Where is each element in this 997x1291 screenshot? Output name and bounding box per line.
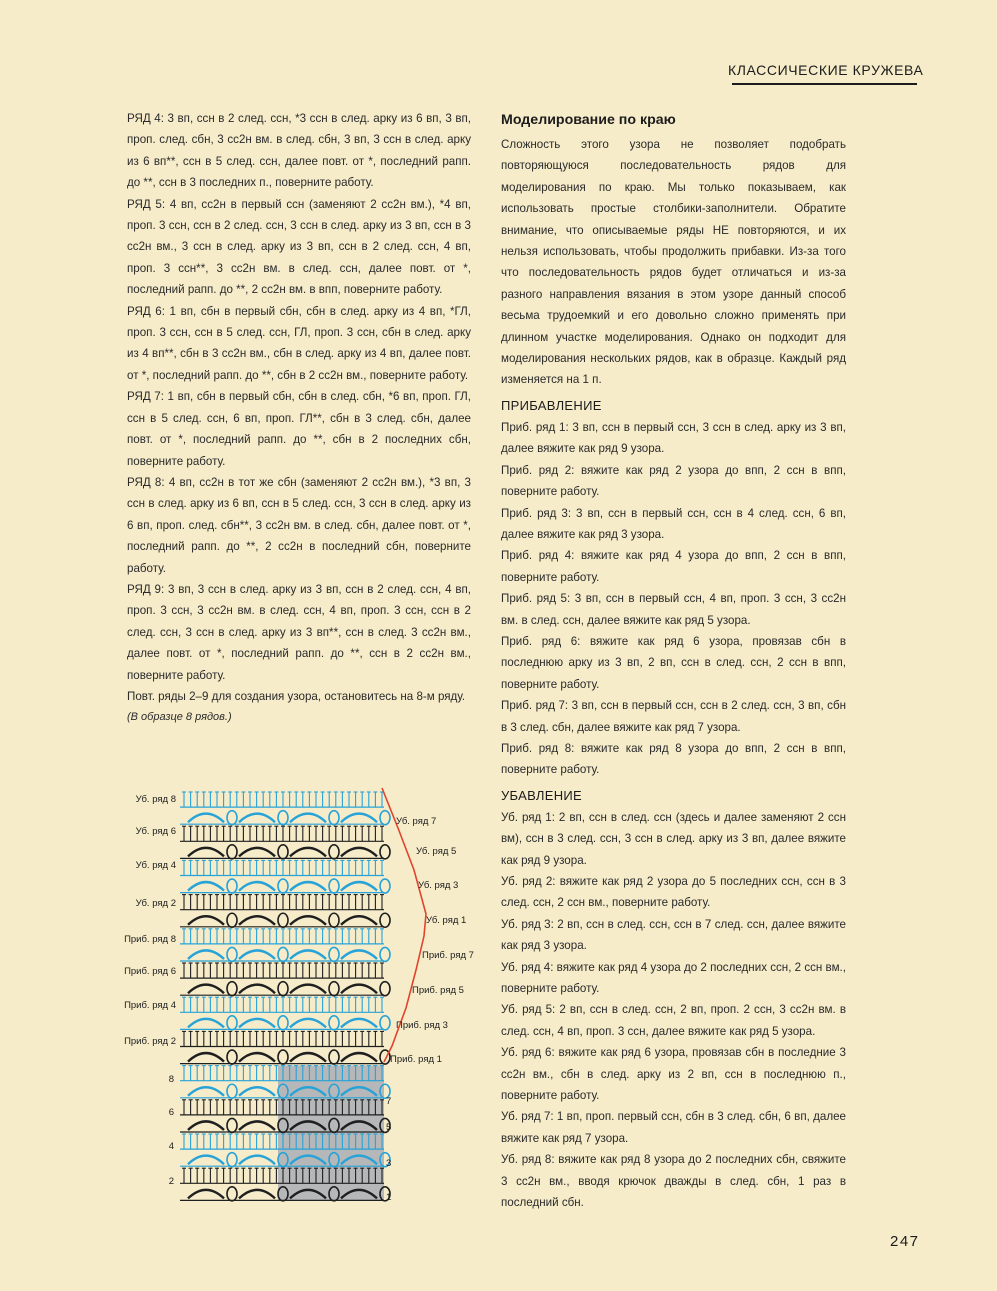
chain-arch [188,1019,224,1028]
puff-stitch [380,947,390,961]
chain-arch [290,814,326,823]
chain-arch [239,1156,275,1165]
chain-arch [239,1087,275,1096]
puff-stitch [278,811,288,825]
left-row-label: 8 [168,1074,174,1085]
chain-arch [341,950,377,959]
puff-stitch [227,1187,237,1201]
chain-arch [290,916,326,925]
chart-row [180,860,384,875]
chain-arch [188,1121,224,1130]
chart-row [180,1031,384,1046]
left-row-label: Приб. ряд 4 [124,1000,176,1011]
puff-stitch [227,1118,237,1132]
chart-row [180,826,384,841]
chart-row [180,929,384,944]
left-row-label: Приб. ряд 8 [124,934,176,945]
running-head-rule [732,83,917,85]
chain-arch [239,1190,275,1199]
chain-arch [188,1190,224,1199]
increase-row-1: Приб. ряд 1: 3 вп, ссн в первый ссн, 3 ссн в след. арку из 3 вп, далее вяжите как ряд 9 узора. [501,420,846,456]
puff-stitch [278,913,288,927]
decrease-row-3: Уб. ряд 3: 2 вп, ссн в след. ссн, ссн в 7 след. ссн, далее вяжите как ряд 3 узора. [501,917,846,953]
row-5-instructions: РЯД 5: 4 вп, сс2н в первый ссн (заменяют 2 сс2н вм.), *4 вп, проп. 3 ссн, ссн в 2 след. ссн, 3 ссн в след. арку из 3 вп, ссн в 3 сс2н вм., 3 ссн в след. арку из 3 вп, ссн в 2 след. ссн, 4 вп, проп. 3 ссн**, 3 сс2н вм. в след. ссн, далее повт. от *, последний рапп. до **, 2 сс2н вм. в впп, поверните работу. [127,197,471,297]
puff-stitch [227,845,237,859]
left-row-label: Уб. ряд 8 [135,794,176,805]
puff-stitch [380,879,390,893]
chain-arch [188,848,224,857]
puff-stitch [380,913,390,927]
repeat-instructions: Повт. ряды 2–9 для создания узора, остановитесь на 8-м ряду. [127,689,466,703]
puff-stitch [278,982,288,996]
left-row-label: Уб. ряд 4 [135,860,176,871]
chart-row [180,963,384,978]
chain-arch [188,1156,224,1165]
increase-row-8: Приб. ряд 8: вяжите как ряд 8 узора до впп, 2 ссн в впп, поверните работу. [501,741,846,777]
increase-row-7: Приб. ряд 7: 3 вп, ссн в первый ссн, ссн в 2 след. ссн, 3 вп, сбн в 3 след. сбн, далее вяжите как ряд 7 узора. [501,699,846,734]
puff-stitch [278,947,288,961]
chain-arch [341,814,377,823]
decrease-row-2: Уб. ряд 2: вяжите как ряд 2 узора до 5 последних ссн, ссн в 3 след. ссн, 2 ссн вм., поверните работу. [501,875,846,910]
left-column [127,108,471,729]
chart-row [180,913,390,927]
right-row-label: Уб. ряд 7 [396,816,437,827]
puff-stitch [329,982,339,996]
chain-arch [341,848,377,857]
chart-row [180,982,390,996]
chain-arch [188,950,224,959]
section-title: Моделирование по краю [501,112,676,128]
right-row-label: Уб. ряд 1 [426,915,467,926]
crochet-chart-diagram [106,778,486,1218]
chart-row [180,845,390,859]
decrease-row-8: Уб. ряд 8: вяжите как ряд 8 узора до 2 последних сбн, свяжите 3 сс2н вм., вводя крючок дважды в след. сбн, 1 раз в последний сбн. [501,1153,846,1210]
decrease-row-4: Уб. ряд 4: вяжите как ряд 4 узора до 2 последних ссн, 2 ссн вм., поверните работу. [501,960,846,996]
right-row-label: Уб. ряд 5 [416,846,457,857]
puff-stitch [278,845,288,859]
row-8-instructions: РЯД 8: 4 вп, сс2н в тот же сбн (заменяют 2 сс2н вм.), *3 вп, 3 ссн в след. арку из 6 вп, ссн в 5 след. ссн, 3 ссн в след. арку из 6 вп, проп. след. сбн**, 3 сс2н вм. в след. сбн, далее повт. от *, последний рапп. до **, 2 сс2н в последний сбн, поверните работу. [127,475,471,575]
right-row-label: Приб. ряд 1 [390,1054,442,1065]
right-row-label: Приб. ряд 3 [396,1020,448,1031]
row-6-instructions: РЯД 6: 1 вп, сбн в первый сбн, сбн в след. арку из 4 вп, *ГЛ, проп. 3 ссн, ссн в 5 след. ссн, ГЛ, проп. 3 ссн, сбн в след. арку из 4 вп**, сбн в 3 сс2н вм., сбн в след. арку из 4 вп, далее повт. от *, последний рапп. до **, сбн в 2 сс2н вм., поверните работу. [127,304,471,382]
chain-arch [290,848,326,857]
chain-arch [341,985,377,994]
right-row-label: 5 [386,1122,392,1133]
increase-row-4: Приб. ряд 4: вяжите как ряд 4 узора до впп, 2 ссн в впп, поверните работу. [501,549,846,584]
puff-stitch [227,1084,237,1098]
chart-row [180,1016,390,1030]
right-row-label: 1 [386,1192,392,1203]
puff-stitch [380,1016,390,1030]
left-row-label: Уб. ряд 6 [135,826,176,837]
chart-row [180,879,390,893]
chain-arch [341,1019,377,1028]
puff-stitch [380,982,390,996]
chain-arch [239,882,275,891]
right-row-label: 3 [386,1158,392,1169]
chain-arch [239,916,275,925]
puff-stitch [329,879,339,893]
puff-stitch [329,1050,339,1064]
chain-arch [341,1053,377,1062]
chain-arch [290,1019,326,1028]
chain-arch [290,882,326,891]
decrease-row-7: Уб. ряд 7: 1 вп, проп. первый ссн, сбн в 3 след. сбн, 6 вп, далее вяжите как ряд 7 узора. [501,1110,846,1145]
chain-arch [188,1087,224,1096]
intro-paragraph: Сложность этого узора не позволяет подобрать повторяющуюся последовательность рядов для моделирования по краю. Мы только показываем, как использовать простые столбики-заполнители. Обратите внимание, что описываемые ряды НЕ повторяются, и их нельзя использовать, чтобы продолжить прибавки. Из-за того что последовательность рядов будет отличаться и из-за разного направления вязания в этом узоре данный способ весьма трудоемкий и его довольно сложно применять при длинном участке моделирования. Однако он подходит для моделирования нескольких рядов, как в образце. Каждый ряд изменяется на 1 п. [501,138,846,387]
puff-stitch [380,811,390,825]
decrease-heading: УБАВЛЕНИЕ [501,787,583,803]
puff-stitch [227,879,237,893]
puff-stitch [329,845,339,859]
chain-arch [290,1053,326,1062]
puff-stitch [278,1050,288,1064]
row-9-instructions: РЯД 9: 3 вп, 3 ссн в след. арку из 3 вп, ссн в 2 след. ссн, 4 вп, проп. 3 ссн, 3 сс2н вм. в след. ссн, 4 вп, проп. 3 ссн, ссн в 2 след. ссн, 3 ссн в след. арку из 3 вп**, ссн в след. 3 сс2н вм., далее повт. от *, последний рапп. до **, ссн в 2 сс2н вм., поверните работу. [127,582,471,682]
chain-arch [188,916,224,925]
puff-stitch [329,947,339,961]
right-column [501,134,846,1214]
chart-row [180,895,384,910]
puff-stitch [227,811,237,825]
chain-arch [239,985,275,994]
row-7-instructions: РЯД 7: 1 вп, сбн в первый сбн, сбн в след. сбн, *6 вп, проп. ГЛ, ссн в 5 след. ссн, 6 вп, проп. ГЛ**, сбн в 3 след. сбн, далее повт. от *, последний рапп. до **, сбн в 2 последних сбн, поверните работу. [127,390,471,468]
chart-row [180,792,384,807]
chain-arch [239,814,275,823]
chain-arch [341,882,377,891]
puff-stitch [227,1153,237,1167]
left-row-label: Приб. ряд 6 [124,966,176,977]
sample-note: (В образце 8 рядов.) [127,711,232,724]
puff-stitch [380,845,390,859]
left-row-label: 6 [168,1107,174,1118]
left-row-label: 2 [168,1176,174,1187]
chart-row [180,947,390,961]
puff-stitch [329,1016,339,1030]
puff-stitch [278,1016,288,1030]
chain-arch [239,848,275,857]
chain-arch [239,1019,275,1028]
left-row-label: Приб. ряд 2 [124,1036,176,1047]
chain-arch [239,1053,275,1062]
chain-arch [239,950,275,959]
increase-row-6: Приб. ряд 6: вяжите как ряд 6 узора, провязав сбн в последнюю арку из 3 вп, 2 вп, ссн в след. ссн, 2 ссн в впп, поверните работу. [501,634,846,691]
right-row-label: Уб. ряд 3 [418,880,459,891]
decrease-row-5: Уб. ряд 5: 2 вп, ссн в след. ссн, 2 вп, проп. 2 ссн, 3 сс2н вм. в след. ссн, 4 вп, проп. 3 ссн, далее вяжите как ряд 5 узора. [501,1003,846,1038]
puff-stitch [227,947,237,961]
puff-stitch [278,879,288,893]
page-number: 247 [890,1233,920,1250]
chain-arch [188,985,224,994]
decrease-row-1: Уб. ряд 1: 2 вп, ссн в след. ссн (здесь и далее заменяют 2 ссн вм), ссн в 3 след. ссн, 3 ссн в след. арку из 3 вп, далее вяжите как ряд 9 узора. [501,810,846,867]
chain-arch [290,950,326,959]
chart-row [180,997,384,1012]
chart-row [180,1050,390,1064]
chain-arch [341,916,377,925]
puff-stitch [227,1050,237,1064]
chart-row [180,811,390,825]
chain-arch [290,985,326,994]
right-row-label: Приб. ряд 5 [412,985,464,996]
increase-row-2: Приб. ряд 2: вяжите как ряд 2 узора до впп, 2 ссн в впп, поверните работу. [501,463,846,499]
puff-stitch [329,811,339,825]
decrease-row-6: Уб. ряд 6: вяжите как ряд 6 узора, провязав сбн в последние 3 сс2н вм., сбн в след. арку из 2 вп, ссн в последнюю п., поверните работу. [501,1046,846,1103]
left-row-label: 4 [168,1141,174,1152]
right-row-label: Приб. ряд 7 [422,950,474,961]
increase-row-3: Приб. ряд 3: 3 вп, ссн в первый ссн, ссн в 4 след. ссн, 6 вп, далее вяжите как ряд 3 узора. [501,506,846,541]
left-row-label: Уб. ряд 2 [135,898,176,909]
puff-stitch [227,1016,237,1030]
increase-row-5: Приб. ряд 5: 3 вп, ссн в первый ссн, 4 вп, проп. 3 ссн, 3 сс2н вм. в след. ссн, далее вяжите как ряд 5 узора. [501,592,846,627]
right-row-label: 7 [386,1096,392,1107]
row-4-instructions: РЯД 4: 3 вп, ссн в 2 след. ссн, *3 ссн в след. арку из 6 вп, 3 вп, проп. след. сбн, 3 сс2н вм. в след. сбн, 3 вп, 3 ссн в след. арку из 6 вп**, ссн в 5 след. ссн, далее повт. от *, последний рапп. до **, ссн в 3 последних п., поверните работу. [127,112,471,190]
puff-stitch [329,913,339,927]
chain-arch [188,1053,224,1062]
puff-stitch [227,913,237,927]
puff-stitch [227,982,237,996]
chain-arch [188,882,224,891]
crochet-chart [106,778,486,1218]
chain-arch [239,1121,275,1130]
chain-arch [188,814,224,823]
running-head: КЛАССИЧЕСКИЕ КРУЖЕВА [728,62,924,78]
increase-heading: ПРИБАВЛЕНИЕ [501,397,602,413]
